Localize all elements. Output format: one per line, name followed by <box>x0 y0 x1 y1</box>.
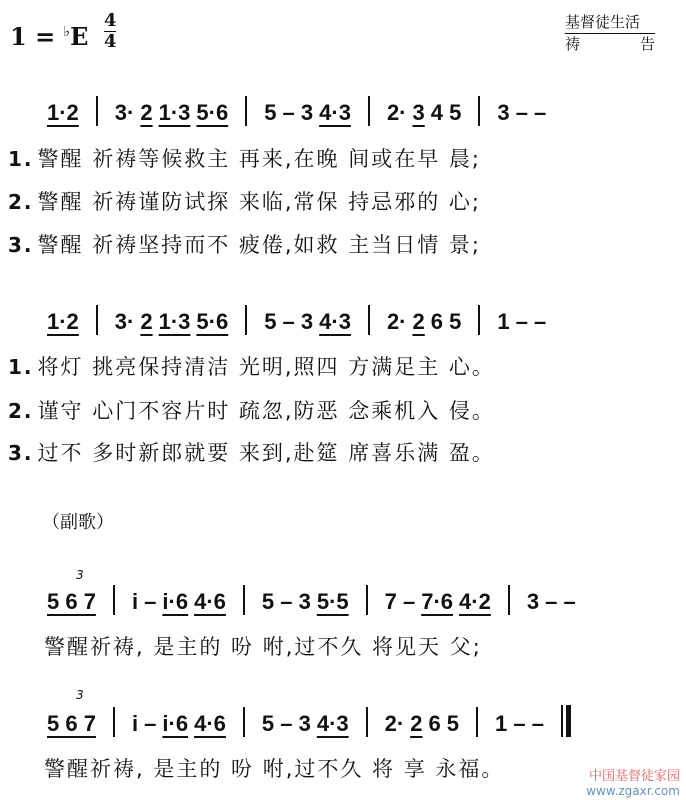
chorus-label: （副歌） <box>42 512 114 533</box>
chorus-notation-line-1: 5 6 7 i – i·6 4·6 5 – 3 5·5 7 – 7·6 4·2 3 – – <box>44 585 579 615</box>
triplet-mark: 3 <box>76 568 84 582</box>
notation-line-2: 1·2 3· 2 1·3 5·6 5 – 3 4·3 2· 2 6 5 1 – – <box>44 305 549 335</box>
lyric-line: 1. 将灯 挑亮保持清洁 光明,照四 方满足主 心。 <box>8 355 495 379</box>
lyric-line: 2. 谨守 心门不容片时 疏忽,防恶 念乘机入 侵。 <box>8 399 495 423</box>
lyric-line: 1. 警醒 祈祷等候救主 再来,在晚 间或在早 晨; <box>8 147 481 171</box>
lyric-line: 3. 警醒 祈祷坚持而不 疲倦,如救 主当日情 景; <box>8 233 481 257</box>
watermark: 中国基督徒家园 www.zgaxr.com <box>586 769 680 798</box>
category-title: 基督徒生活 <box>565 12 655 34</box>
flat-sign: ♭ <box>63 24 71 40</box>
category-label <box>565 12 655 54</box>
lyric-line: 3. 过不 多时新郎就要 来到,赴筵 席喜乐满 盈。 <box>8 441 495 465</box>
key-signature: 1 = ♭E <box>10 22 89 51</box>
chorus-lyric-line-1: 警醒祈祷, 是主的 吩 咐,过不久 将见天 父; <box>44 635 482 659</box>
final-barline <box>561 705 563 737</box>
chorus-notation-line-2: 5 6 7 i – i·6 4·6 5 – 3 4·3 2· 2 6 5 1 – – <box>44 705 571 737</box>
triplet-mark: 3 <box>76 688 84 702</box>
time-signature: 4 4 <box>104 10 117 52</box>
notation-line-1: 1·2 3· 2 1·3 5·6 5 – 3 4·3 2· 3 4 5 3 – – <box>44 96 549 126</box>
subcategory: 祷 告 <box>565 35 655 53</box>
lyric-line: 2. 警醒 祈祷谨防试探 来临,常保 持忌邪的 心; <box>8 190 481 214</box>
chorus-lyric-line-2: 警醒祈祷, 是主的 吩 咐,过不久 将 享 永福。 <box>44 757 505 781</box>
